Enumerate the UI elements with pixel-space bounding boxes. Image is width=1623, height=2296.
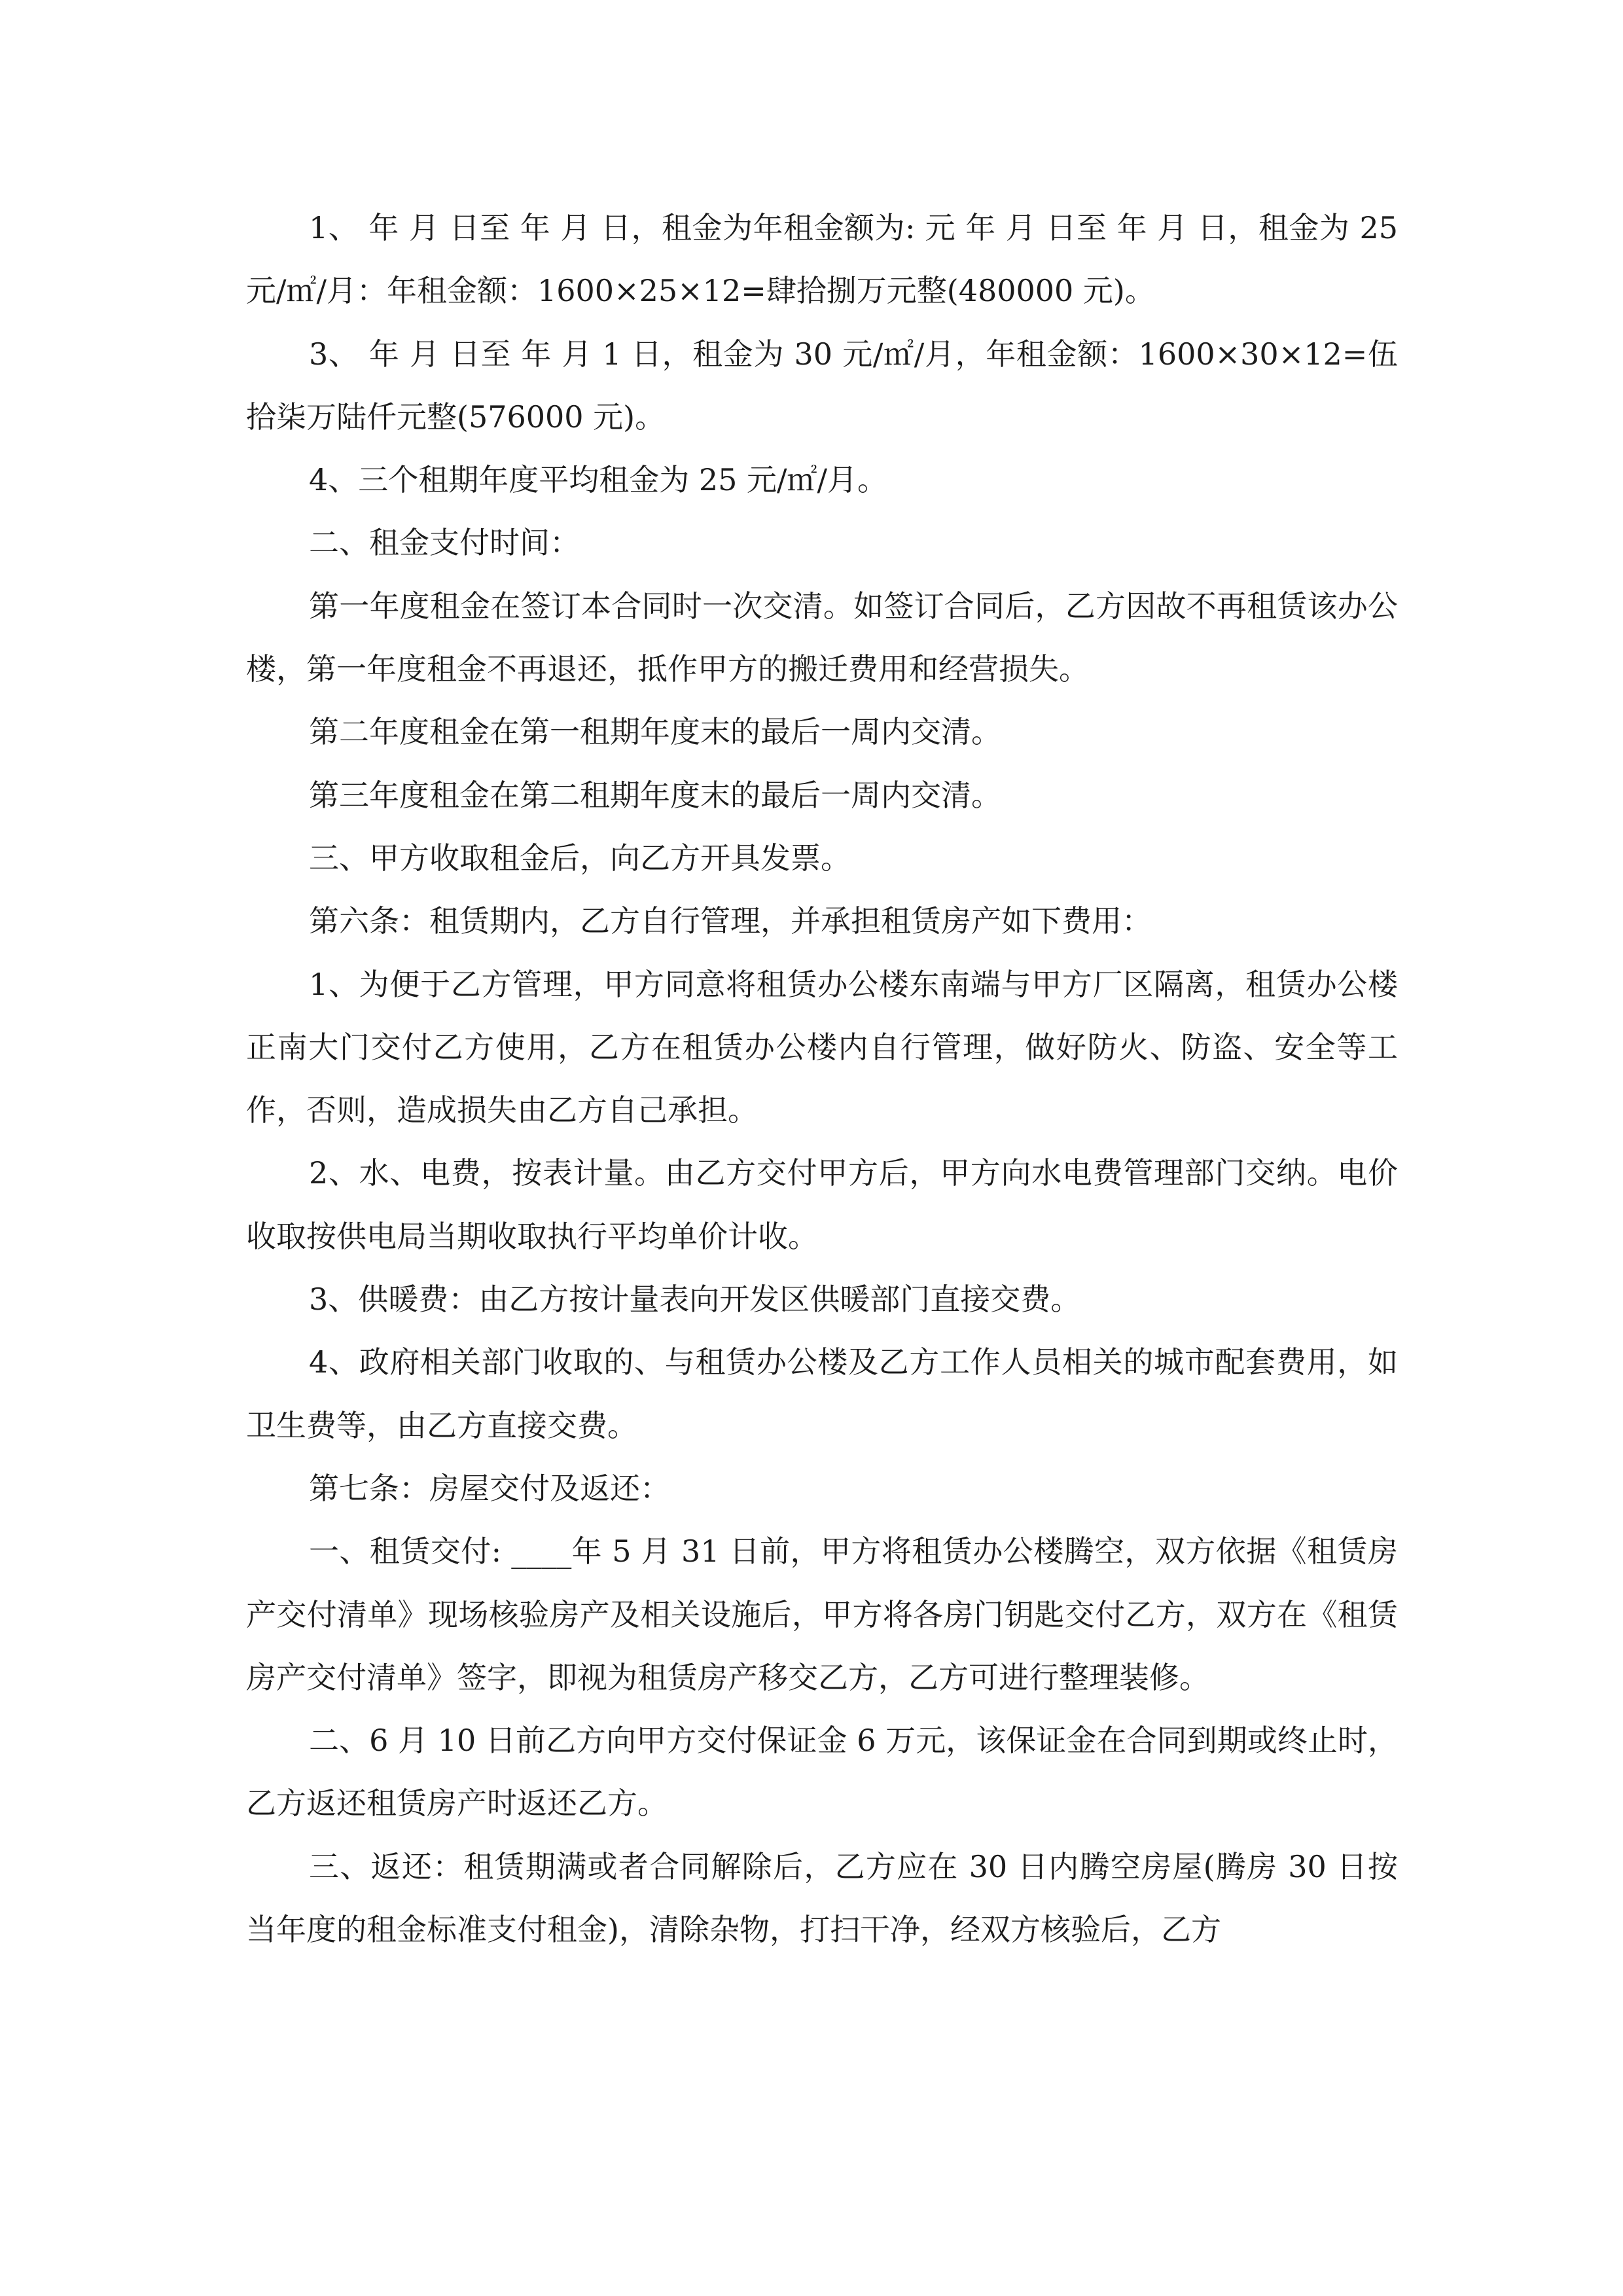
paragraph-government-fees: 4、政府相关部门收取的、与租赁办公楼及乙方工作人员相关的城市配套费用，如卫生费等，由乙方直接交费。: [246, 1344, 1398, 1443]
paragraph-deposit: 二、6 月 10 日前乙方向甲方交付保证金 6 万元，该保证金在合同到期或终止时，乙方返还租赁房产时返还乙方。: [246, 1723, 1398, 1821]
paragraph-third-year-rent: 第三年度租金在第二租期年度末的最后一周内交清。: [309, 777, 1001, 813]
heading-payment-time: 二、租金支付时间：: [309, 525, 580, 561]
paragraph-average-rent: 4、三个租期年度平均租金为 25 元/㎡/月。: [309, 462, 888, 498]
paragraph-utilities: 2、水、电费，按表计量。由乙方交付甲方后，甲方向水电费管理部门交纳。电价收取按供电局当期收取执行平均单价计收。: [246, 1155, 1398, 1254]
paragraph-rent-period-1: 1、 年 月 日至 年 月 日，租金为年租金额为: 元 年 月 日至 年 月 日，租金为 25 元/㎡/月：年租金额：1600×25×12=肆拾捌万元整(480000 元)。: [246, 210, 1398, 309]
paragraph-heating: 3、供暖费：由乙方按计量表向开发区供暖部门直接交费。: [309, 1282, 1081, 1318]
paragraph-delivery: 一、租赁交付: ____年 5 月 31 日前，甲方将租赁办公楼腾空，双方依据《租赁房产交付清单》现场核验房产及相关设施后，甲方将各房门钥匙交付乙方，双方在《租赁房产交付清单》签字，即视为租赁房产移交乙方，乙方可进行整理装修。: [246, 1534, 1398, 1695]
paragraph-first-year-rent: 第一年度租金在签订本合同时一次交清。如签订合同后，乙方因故不再租赁该办公楼，第一年度租金不再退还，抵作甲方的搬迁费用和经营损失。: [246, 588, 1398, 687]
heading-article-6: 第六条：租赁期内，乙方自行管理，并承担租赁房产如下费用：: [309, 903, 1152, 939]
paragraph-return: 三、返还：租赁期满或者合同解除后，乙方应在 30 日内腾空房屋(腾房 30 日按当年度的租金标准支付租金)，清除杂物，打扫干净，经双方核验后，乙方: [246, 1848, 1398, 1948]
paragraph-rent-period-3: 3、 年 月 日至 年 月 1 日，租金为 30 元/㎡/月，年租金额：1600×30×12=伍拾柒万陆仟元整(576000 元)。: [246, 336, 1398, 435]
paragraph-second-year-rent: 第二年度租金在第一租期年度末的最后一周内交清。: [309, 714, 1001, 750]
paragraph-invoice: 三、甲方收取租金后，向乙方开具发票。: [309, 840, 851, 876]
heading-article-7: 第七条：房屋交付及返还：: [309, 1470, 670, 1506]
paragraph-management: 1、为便于乙方管理，甲方同意将租赁办公楼东南端与甲方厂区隔离，租赁办公楼正南大门交付乙方使用，乙方在租赁办公楼内自行管理，做好防火、防盗、安全等工作，否则，造成损失由乙方自己承担。: [246, 966, 1398, 1128]
document-body: [246, 196, 1398, 1961]
